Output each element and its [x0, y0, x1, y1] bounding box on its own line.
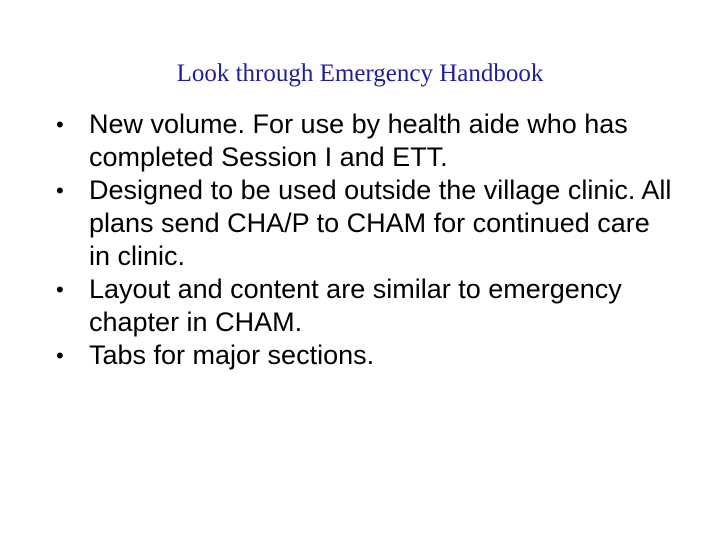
- bullet-icon: •: [56, 277, 64, 302]
- bullet-icon: •: [56, 178, 64, 203]
- bullet-text: Tabs for major sections.: [89, 340, 375, 370]
- bullet-item: [56, 174, 676, 273]
- bullet-item: [56, 339, 676, 372]
- bullet-item: [56, 108, 676, 174]
- bullet-list: [56, 108, 676, 372]
- bullet-item: [56, 273, 676, 339]
- bullet-text: New volume. For use by health aide who has completed Session I and ETT.: [89, 109, 628, 172]
- bullet-icon: •: [56, 112, 64, 137]
- bullet-text: Layout and content are similar to emergency chapter in CHAM.: [89, 274, 622, 337]
- bullet-icon: •: [56, 343, 64, 368]
- slide-title: Look through Emergency Handbook: [176, 60, 544, 87]
- bullet-text: Designed to be used outside the village clinic. All plans send CHA/P to CHAM for continued care in clinic.: [89, 175, 672, 271]
